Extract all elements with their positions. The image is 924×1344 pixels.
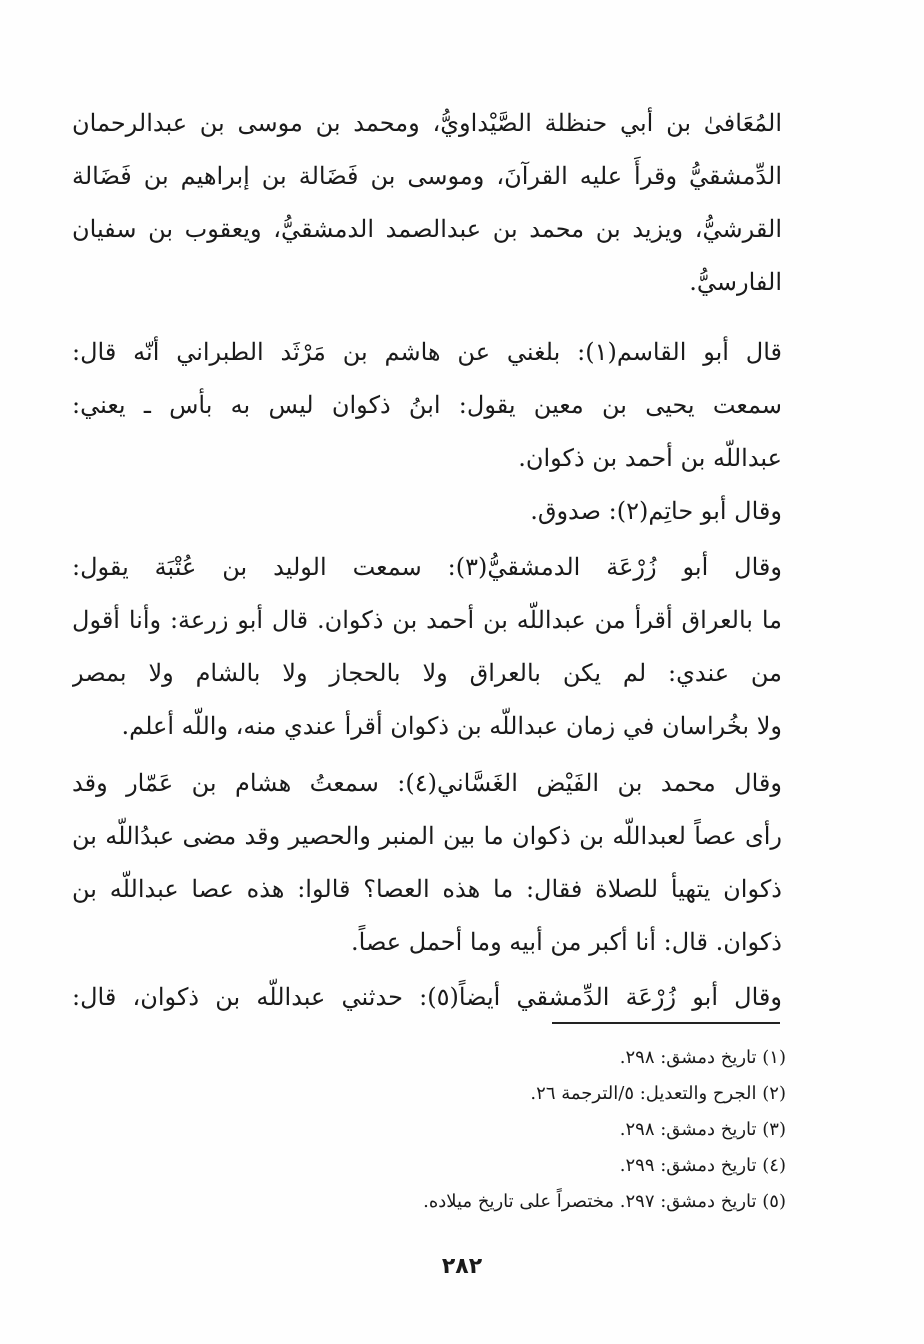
text-line: رأى عصاً لعبداللّه بن ذكوان ما بين المنبر والحصير وقد مضى عبدُاللّه بن: [72, 822, 782, 850]
text-line: وقال أبو زُرْعَة الدِّمشقي أيضاً(٥): حدثني عبداللّه بن ذكوان، قال:: [72, 983, 782, 1011]
text-line: عبداللّه بن أحمد بن ذكوان.: [518, 444, 782, 472]
text-line: وقال أبو زُرْعَة الدمشقيُّ(٣): سمعت الوليد بن عُتْبَة يقول:: [72, 553, 782, 581]
footnote-3: (٣) تاريخ دمشق: ٢٩٨.: [619, 1119, 786, 1140]
text-line: المُعَافىٰ بن أبي حنظلة الصَّيْداويُّ، ومحمد بن موسى بن عبدالرحمان: [72, 109, 782, 137]
page-number: ٢٨٢: [441, 1254, 483, 1279]
footnote-5: (٥) تاريخ دمشق: ٢٩٧. مختصراً على تاريخ ميلاده.: [423, 1191, 786, 1212]
footnote-1: (١) تاريخ دمشق: ٢٩٨.: [619, 1047, 786, 1068]
text-line: القرشيُّ، ويزيد بن محمد بن عبدالصمد الدمشقيُّ، ويعقوب بن سفيان: [72, 215, 782, 243]
text-line: ولا بخُراسان في زمان عبداللّه بن ذكوان أقرأ عندي منه، واللّه أعلم.: [121, 712, 782, 740]
footnote-2: (٢) الجرح والتعديل: ٥/الترجمة ٢٦.: [530, 1083, 786, 1104]
text-line: ذكوان. قال: أنا أكبر من أبيه وما أحمل عصاً.: [351, 928, 782, 956]
footnote-separator: [552, 1022, 780, 1024]
text-line: من عندي: لم يكن بالعراق ولا بالحجاز ولا بالشام ولا بمصر: [72, 659, 782, 687]
text-line: ذكوان يتهيأ للصلاة فقال: ما هذه العصا؟ قالوا: هذه عصا عبداللّه بن: [72, 875, 782, 903]
text-line: الفارسيُّ.: [689, 268, 782, 296]
text-line: سمعت يحيى بن معين يقول: ابنُ ذكوان ليس به بأس ـ يعني:: [72, 391, 782, 419]
text-line: الدِّمشقيُّ وقرأَ عليه القرآنَ، وموسى بن فَضَالة بن إبراهيم بن فَضَالة: [72, 162, 782, 190]
text-line: ما بالعراق أقرأ من عبداللّه بن أحمد بن ذكوان. قال أبو زرعة: وأنا أقول: [72, 606, 782, 634]
footnote-4: (٤) تاريخ دمشق: ٢٩٩.: [619, 1155, 786, 1176]
text-line: وقال أبو حاتِم(٢): صدوق.: [530, 497, 782, 525]
text-line: وقال محمد بن الفَيْض الغَسَّاني(٤): سمعتُ هشام بن عَمّار وقد: [72, 769, 782, 797]
text-line: قال أبو القاسم(١): بلغني عن هاشم بن مَرْثَد الطبراني أنّه قال:: [72, 338, 782, 366]
